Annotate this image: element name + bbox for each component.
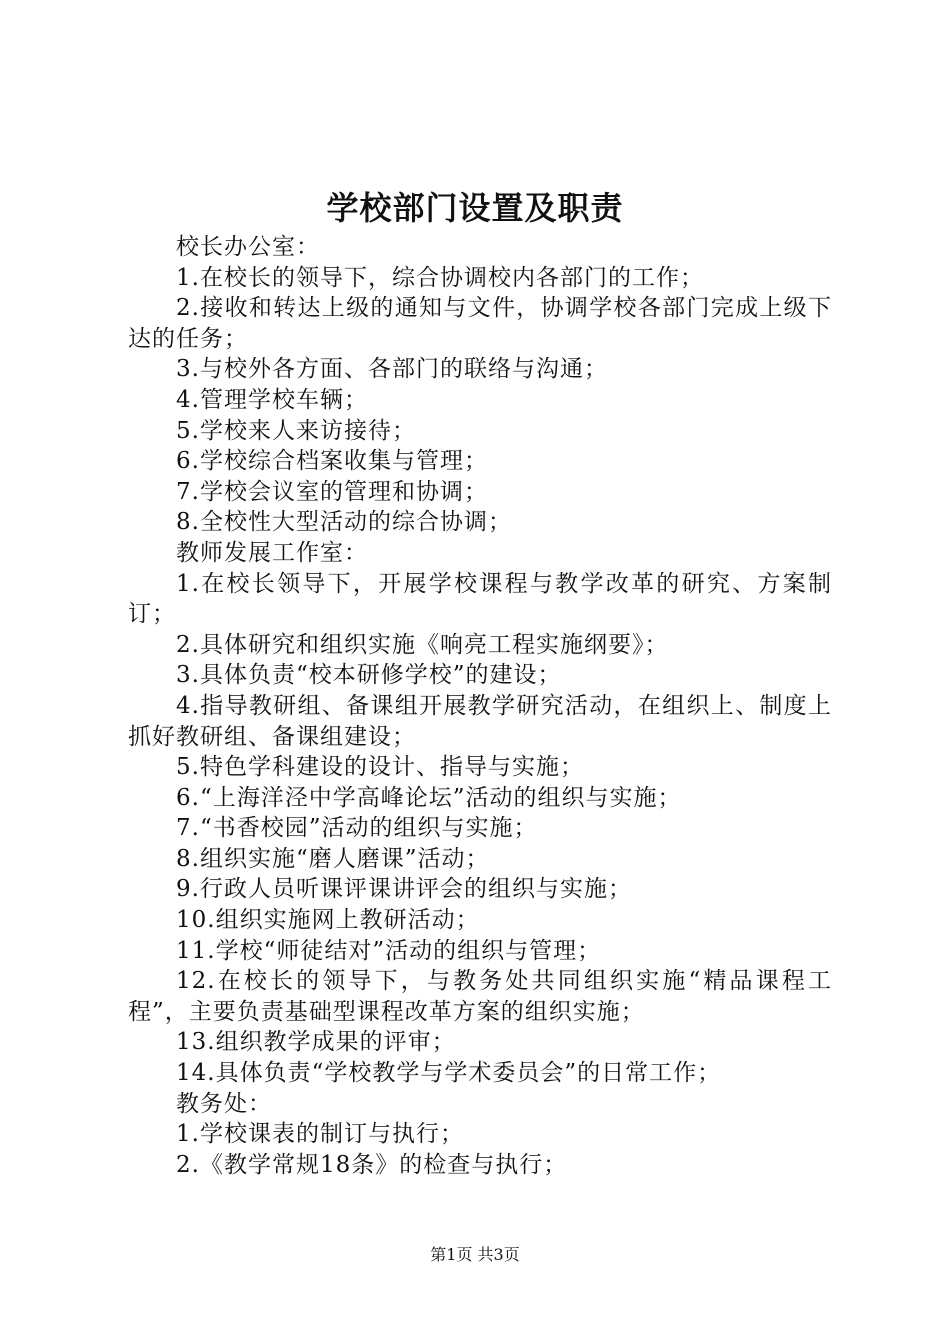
list-item: 4.指导教研组、备课组开展教学研究活动，在组织上、制度上抓好教研组、备课组建设； — [128, 692, 832, 750]
list-item: 3.具体负责“校本研修学校”的建设； — [176, 662, 562, 689]
list-item: 8.全校性大型活动的综合协调； — [176, 509, 512, 536]
list-item: 9.行政人员听课评课讲评会的组织与实施； — [176, 876, 632, 903]
section-heading-academic-affairs: 教务处： — [176, 1090, 272, 1117]
list-item: 14.具体负责“学校教学与学术委员会”的日常工作； — [176, 1060, 722, 1087]
list-item: 2.《教学常规18条》的检查与执行； — [176, 1151, 568, 1178]
section-heading-principal-office: 校长办公室： — [176, 234, 320, 260]
page-number-footer: 第1页 共3页 — [430, 1245, 520, 1264]
list-item: 12.在校长的领导下，与教务处共同组织实施“精品课程工程”，主要负责基础型课程改革方案的组织实施； — [128, 968, 832, 1025]
list-item: 6.学校综合档案收集与管理； — [176, 448, 488, 475]
list-item: 1.在校长领导下，开展学校课程与教学改革的研究、方案制订； — [128, 570, 832, 628]
document-title: 学校部门设置及职责 — [326, 189, 624, 227]
list-item: 8.组织实施“磨人磨课”活动； — [176, 845, 490, 872]
list-item: 3.与校外各方面、各部门的联络与沟通； — [176, 356, 608, 383]
list-item: 10.组织实施网上教研活动； — [176, 907, 480, 934]
list-item: 6.“上海洋泾中学高峰论坛”活动的组织与实施； — [176, 784, 682, 811]
list-item: 2.接收和转达上级的通知与文件，协调学校各部门完成上级下达的任务； — [128, 295, 832, 352]
list-item: 1.在校长的领导下，综合协调校内各部门的工作； — [176, 264, 704, 291]
list-item: 4.管理学校车辆； — [176, 386, 368, 413]
list-item: 2.具体研究和组织实施《响亮工程实施纲要》； — [176, 631, 669, 658]
list-item: 13.组织教学成果的评审； — [176, 1029, 456, 1056]
list-item: 5.特色学科建设的设计、指导与实施； — [176, 754, 584, 781]
section-heading-teacher-development: 教师发展工作室： — [176, 539, 368, 566]
list-item: 5.学校来人来访接待； — [176, 417, 416, 444]
list-item: 1.学校课表的制订与执行； — [176, 1121, 464, 1148]
list-item: 7.“书香校园”活动的组织与实施； — [176, 815, 538, 842]
document-body — [128, 232, 832, 1180]
list-item: 11.学校“师徒结对”活动的组织与管理； — [176, 937, 602, 964]
list-item: 7.学校会议室的管理和协调； — [176, 478, 488, 505]
